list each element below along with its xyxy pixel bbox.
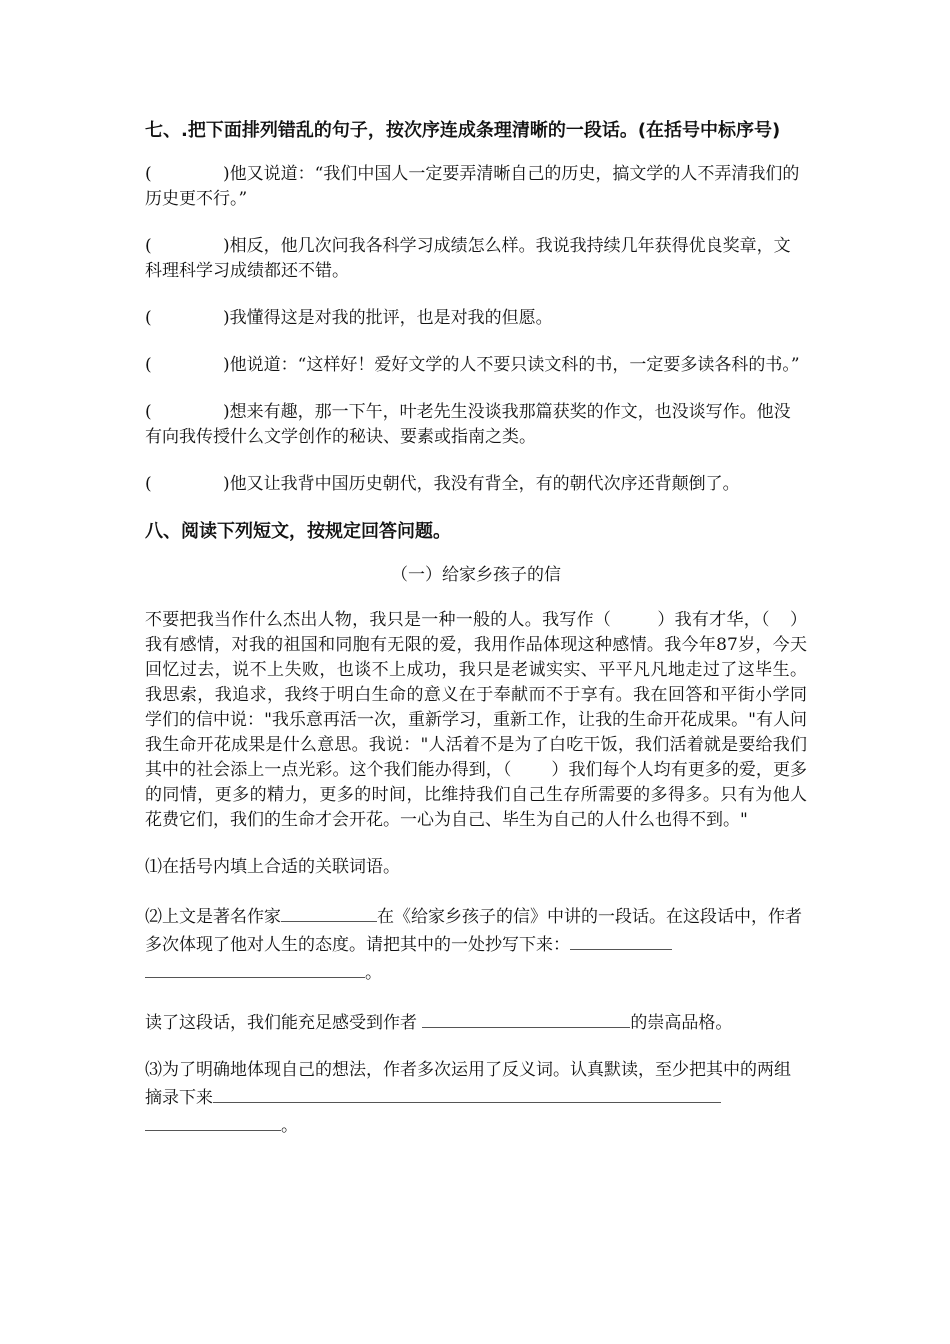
answer-paren[interactable]: (: [145, 308, 152, 328]
question-text: ⑵上文是著名作家: [145, 907, 281, 927]
question-text: 。: [365, 963, 382, 983]
answer-paren[interactable]: (: [145, 402, 152, 422]
passage-part: 不要把我当作什么杰出人物，我只是一种一般的人。我写作（: [145, 610, 612, 630]
item-text: )想来有趣，那一下午，叶老先生没谈我那篇获奖的作文，也没谈写作。他没有向我传授什么文学创作的秘诀、要素或指南之类。: [145, 402, 791, 447]
question-text: 的崇高品格。: [630, 1013, 733, 1033]
ordering-item-3: [145, 306, 807, 331]
question-text: ⑶为了明确地体现自己的想法，作者多次运用了反义词。认真默读，至少把其中的两组摘录下来: [145, 1060, 791, 1108]
character-answer-line[interactable]: [422, 1008, 630, 1028]
passage-part: ）我有感情，对我的祖国和同胞有无限的爱，我用作品体现这种感情。我今年87岁，今天回忆过去，说不上失败，也谈不上成功，我只是老诚实实、平平凡凡地走过了这毕生。我思索，我追求，我终于明白生命的意义在于奉献而不于享有。我在回答和平街小学同学们的信中说："我乐意再活一次，重新学习，重新工作，让我的生命开花成果。"有人问我生命开花成果是什么意思。我说："人活着不是为了白吃干饭，我们活着就是要给我们其中的社会添上一点光彩。这个我们能办得到，（: [145, 610, 808, 780]
question-text: 读了这段话，我们能充足感受到作者: [145, 1013, 423, 1033]
quote-answer-line[interactable]: [570, 930, 672, 950]
antonym-answer-line[interactable]: [213, 1083, 721, 1103]
antonym-answer-line-2[interactable]: [145, 1111, 281, 1131]
worksheet-page: [145, 118, 807, 1161]
ordering-item-6: [145, 472, 807, 497]
question-text: 在《给家乡孩子的信》中讲的一段话。在这段话中，作者多次体现了他对人生的态度。请把其中的一处抄写下来：: [145, 907, 802, 955]
item-text: )他又说道：“我们中国人一定要弄清晰自己的历史，搞文学的人不弄清我们的历史更不行。”: [145, 164, 800, 209]
quote-answer-line-2[interactable]: [145, 958, 365, 978]
passage-title: （一）给家乡孩子的信: [391, 565, 561, 585]
item-text: )他又让我背中国历史朝代，我没有背全，有的朝代次序还背颠倒了。: [223, 474, 740, 494]
item-text: )他说道：“这样好！爱好文学的人不要只读文科的书，一定要多读各科的书。”: [223, 355, 800, 375]
answer-paren[interactable]: (: [145, 164, 152, 184]
section-8-heading: 八、阅读下列短文，按规定回答问题。: [145, 521, 451, 542]
answer-paren[interactable]: (: [145, 355, 152, 375]
ordering-item-1: [145, 162, 807, 212]
question-1: ⑴在括号内填上合适的关联词语。: [145, 857, 400, 877]
passage-part: ）我有才华，（: [657, 610, 770, 630]
ordering-item-4: [145, 353, 807, 378]
question-text: 。: [281, 1116, 298, 1136]
ordering-item-2: [145, 234, 807, 284]
question-3: [145, 1058, 807, 1139]
ordering-item-5: [145, 400, 807, 450]
item-text: )我懂得这是对我的批评，也是对我的但愿。: [223, 308, 553, 328]
passage-text: [145, 608, 807, 833]
item-text: )相反，他几次问我各科学习成绩怎么样。我说我持续几年获得优良奖章，文科理科学习成绩都还不错。: [145, 236, 791, 281]
section-7-heading: 七、.把下面排列错乱的句子，按次序连成条理清晰的一段话。(在括号中标序号): [145, 120, 781, 141]
answer-paren[interactable]: (: [145, 236, 152, 256]
passage-part: ）我们每个人均有更多的爱，更多的同情，更多的精力，更多的时间，比维持我们自己生存所需要的多得多。只有为他人花费它们，我们的生命才会开花。一心为自己、毕生为自己的人什么也得不到。": [145, 760, 807, 830]
question-2: [145, 902, 807, 986]
author-answer-line[interactable]: [281, 902, 377, 922]
question-2-followup: [145, 1008, 807, 1036]
answer-paren[interactable]: (: [145, 474, 152, 494]
